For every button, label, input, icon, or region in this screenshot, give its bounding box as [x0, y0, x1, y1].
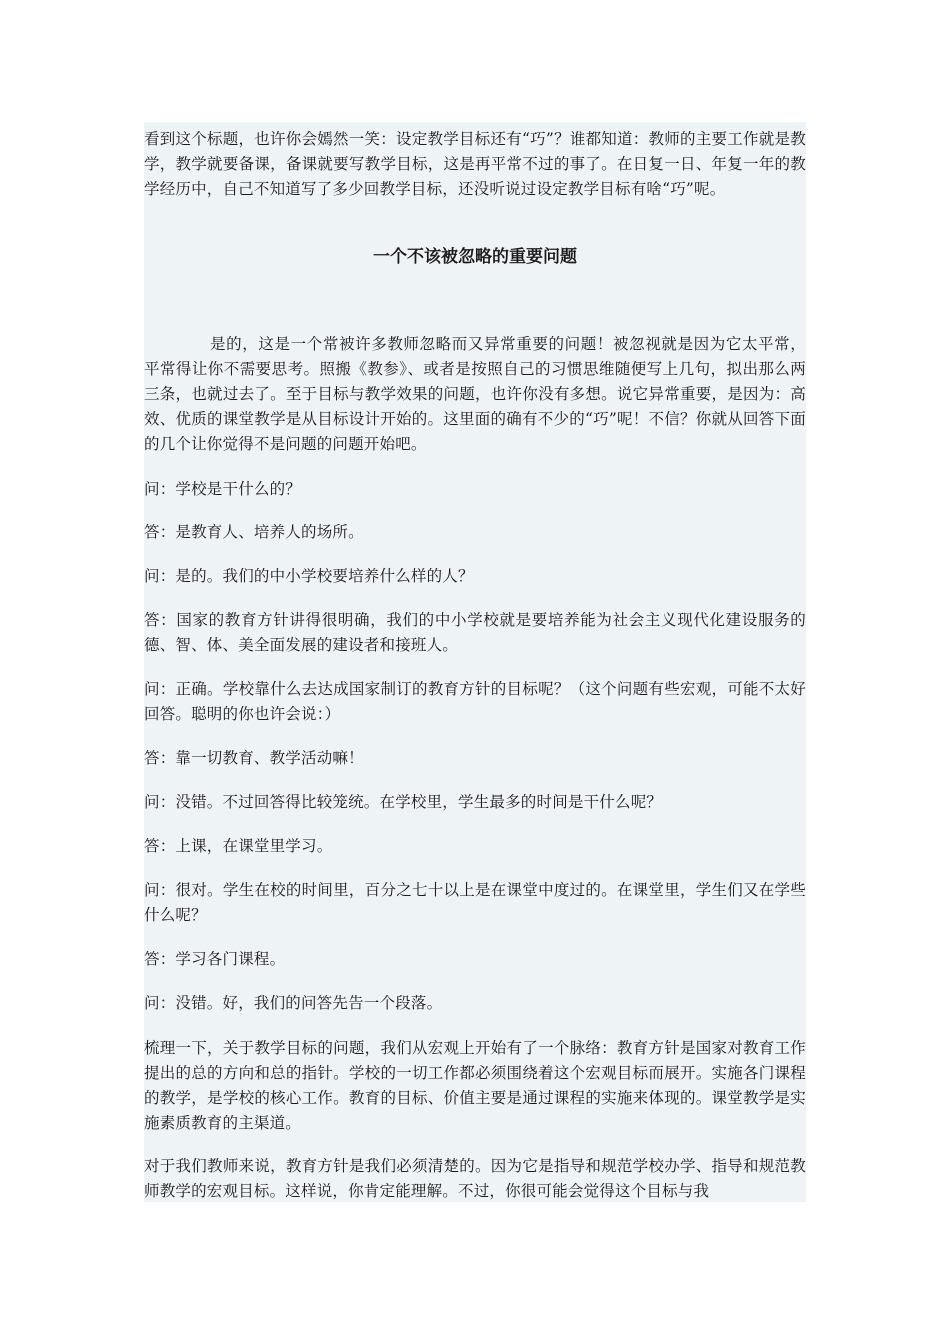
qa-line: 问：没错。好，我们的问答先告一个段落。 [144, 994, 443, 1012]
qa-line: 答：国家的教育方针讲得很明确，我们的中小学校就是要培养能为社会主义现代化建设服务的德、智、体、美全面发展的建设者和接班人。 [144, 611, 806, 654]
qa-line: 问：没错。不过回答得比较笼统。在学校里，学生最多的时间是干什么呢？ [144, 793, 663, 811]
qa-line: 问：是的。我们的中小学校要培养什么样的人？ [144, 567, 474, 585]
section-heading: 一个不该被忽略的重要问题 [373, 247, 577, 267]
closing-paragraph: 对于我们教师来说，教育方针是我们必须清楚的。因为它是指导和规范学校办学、指导和规范教师教学的宏观目标。这样说，你肯定能理解。不过，你很可能会觉得这个目标与我 [144, 1157, 806, 1200]
qa-line: 答：学习各门课程。 [144, 950, 286, 968]
qa-line: 问：很对。学生在校的时间里，百分之七十以上是在课堂中度过的。在课堂里，学生们又在学些什么呢？ [144, 881, 806, 924]
qa-line: 答：上课，在课堂里学习。 [144, 837, 333, 855]
qa-line: 问：学校是干什么的？ [144, 480, 302, 498]
lead-paragraph: 是的，这是一个常被许多教师忽略而又异常重要的问题！被忽视就是因为它太平常，平常得让你不需要思考。照搬《教参》、或者是按照自己的习惯思维随便写上几句，拟出那么两三条，也就过去了。至于目标与教学效果的问题，也许你没有多想。说它异常重要，是因为：高效、优质的课堂教学是从目标设计开始的。这里面的确有不少的“巧”呢！不信？你就从回答下面的几个让你觉得不是问题的问题开始吧。 [144, 335, 806, 453]
summary-paragraph: 梳理一下，关于教学目标的问题，我们从宏观上开始有了一个脉络：教育方针是国家对教育工作提出的总的方向和总的指针。学校的一切工作都必须围绕着这个宏观目标而展开。实施各门课程的教学，是学校的核心工作。教育的目标、价值主要是通过课程的实施来体现的。课堂教学是实施素质教育的主渠道。 [144, 1039, 806, 1132]
qa-line: 问：正确。学校靠什么去达成国家制订的教育方针的目标呢？（这个问题有些宏观，可能不太好回答。聪明的你也许会说：） [144, 680, 806, 723]
qa-line: 答：靠一切教育、教学活动嘛！ [144, 749, 364, 767]
qa-line: 答：是教育人、培养人的场所。 [144, 523, 364, 541]
intro-paragraph: 看到这个标题，也许你会嫣然一笑：设定教学目标还有“巧”？谁都知道：教师的主要工作就是教学，教学就要备课，备课就要写教学目标，这是再平常不过的事了。在日复一日、年复一年的教学经历中，自己不知道写了多少回教学目标，还没听说过设定教学目标有啥“巧”呢。 [144, 130, 806, 198]
document-page [144, 122, 806, 1202]
